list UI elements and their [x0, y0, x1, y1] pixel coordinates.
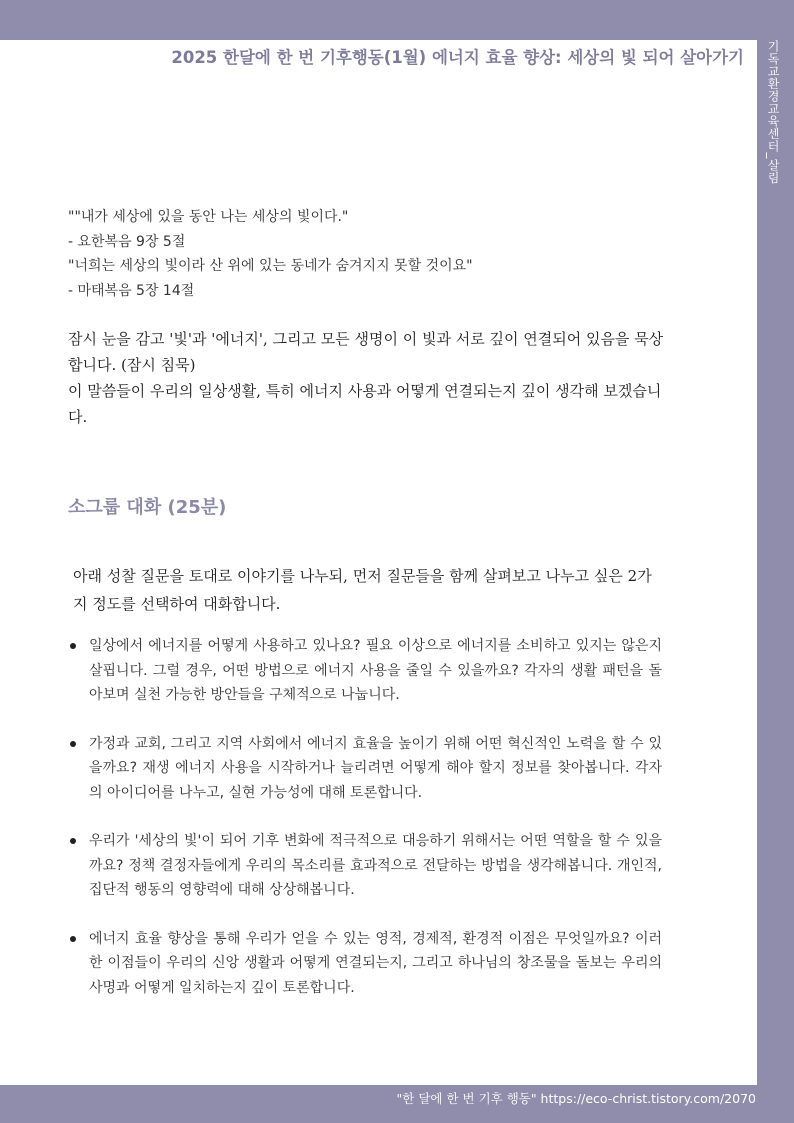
bullet-icon: [70, 838, 76, 844]
bullet-icon: [70, 741, 76, 747]
meditation-paragraph: 잠시 눈을 감고 '빛'과 '에너지', 그리고 모든 생명이 이 빛과 서로 깊이 연결되어 있음을 묵상합니다. (잠시 침묵): [68, 330, 664, 374]
quote-line: "너희는 세상의 빛이라 산 위에 있는 동네가 숨겨지지 못할 것이요": [68, 258, 473, 274]
question-text: 에너지 효율 향상을 통해 우리가 얻을 수 있는 영적, 경제적, 환경적 이점은 무엇일까요? 이러한 이점들이 우리의 신앙 생활과 어떻게 연결되는지, 그리고 하나님의 창조물을 돌보는 우리의 사명과 어떻게 일치하는지 깊이 토론합니다.: [89, 930, 662, 996]
footer-link-text: "한 달에 한 번 기후 행동" https://eco-christ.tistory.com/2070: [396, 1091, 756, 1106]
list-item: [68, 927, 662, 1001]
bullet-icon: [70, 643, 76, 649]
sidebar-credit: 기독교환경교육센터_살림: [766, 40, 780, 184]
question-text: 일상에서 에너지를 어떻게 사용하고 있나요? 필요 이상으로 에너지를 소비하고 있지는 않은지 살핍니다. 그럴 경우, 어떤 방법으로 에너지 사용을 줄일 수 있을까요? 각자의 생활 패턴을 돌아보며 실천 가능한 방안들을 구체적으로 나눕니다.: [89, 638, 662, 703]
intro-paragraph: 아래 성찰 질문을 토대로 이야기를 나누되, 먼저 질문들을 함께 살펴보고 나누고 싶은 2가지 정도를 선택하여 대화합니다.: [73, 567, 652, 613]
page-title: 2025 한달에 한 번 기후행동(1월) 에너지 효율 향상: 세상의 빛 되어 살아가기: [171, 48, 744, 67]
top-banner: [0, 0, 794, 40]
quote-reference: - 마태복음 5장 14절: [68, 282, 195, 299]
meditation-block: [68, 326, 668, 430]
question-text: 가정과 교회, 그리고 지역 사회에서 에너지 효율을 높이기 위해 어떤 혁신적인 노력을 할 수 있을까요? 재생 에너지 사용을 시작하거나 늘리려면 어떻게 해야 할지 정보를 찾아봅니다. 각자의 아이디어를 나누고, 실현 가능성에 대해 토론합니다.: [89, 735, 662, 801]
question-list: [68, 634, 662, 1024]
scripture-quotes: [68, 205, 708, 303]
list-item: [68, 829, 662, 903]
section-intro: [73, 562, 663, 618]
list-item: [68, 732, 662, 806]
list-item: [68, 634, 662, 708]
meditation-paragraph: 이 말씀들이 우리의 일상생활, 특히 에너지 사용과 어떻게 연결되는지 깊이 생각해 보겠습니다.: [68, 382, 662, 426]
bullet-icon: [70, 936, 76, 942]
quote-line: ""내가 세상에 있을 동안 나는 세상의 빛이다.": [68, 209, 349, 225]
quote-reference: - 요한복음 9장 5절: [68, 233, 186, 250]
section-heading: 소그룹 대화 (25분): [68, 497, 227, 518]
question-text: 우리가 '세상의 빛'이 되어 기후 변화에 적극적으로 대응하기 위해서는 어떤 역할을 할 수 있을까요? 정책 결정자들에게 우리의 목소리를 효과적으로 전달하는 방법을 생각해봅니다. 개인적, 집단적 행동의 영향력에 대해 상상해봅니다.: [89, 833, 662, 898]
